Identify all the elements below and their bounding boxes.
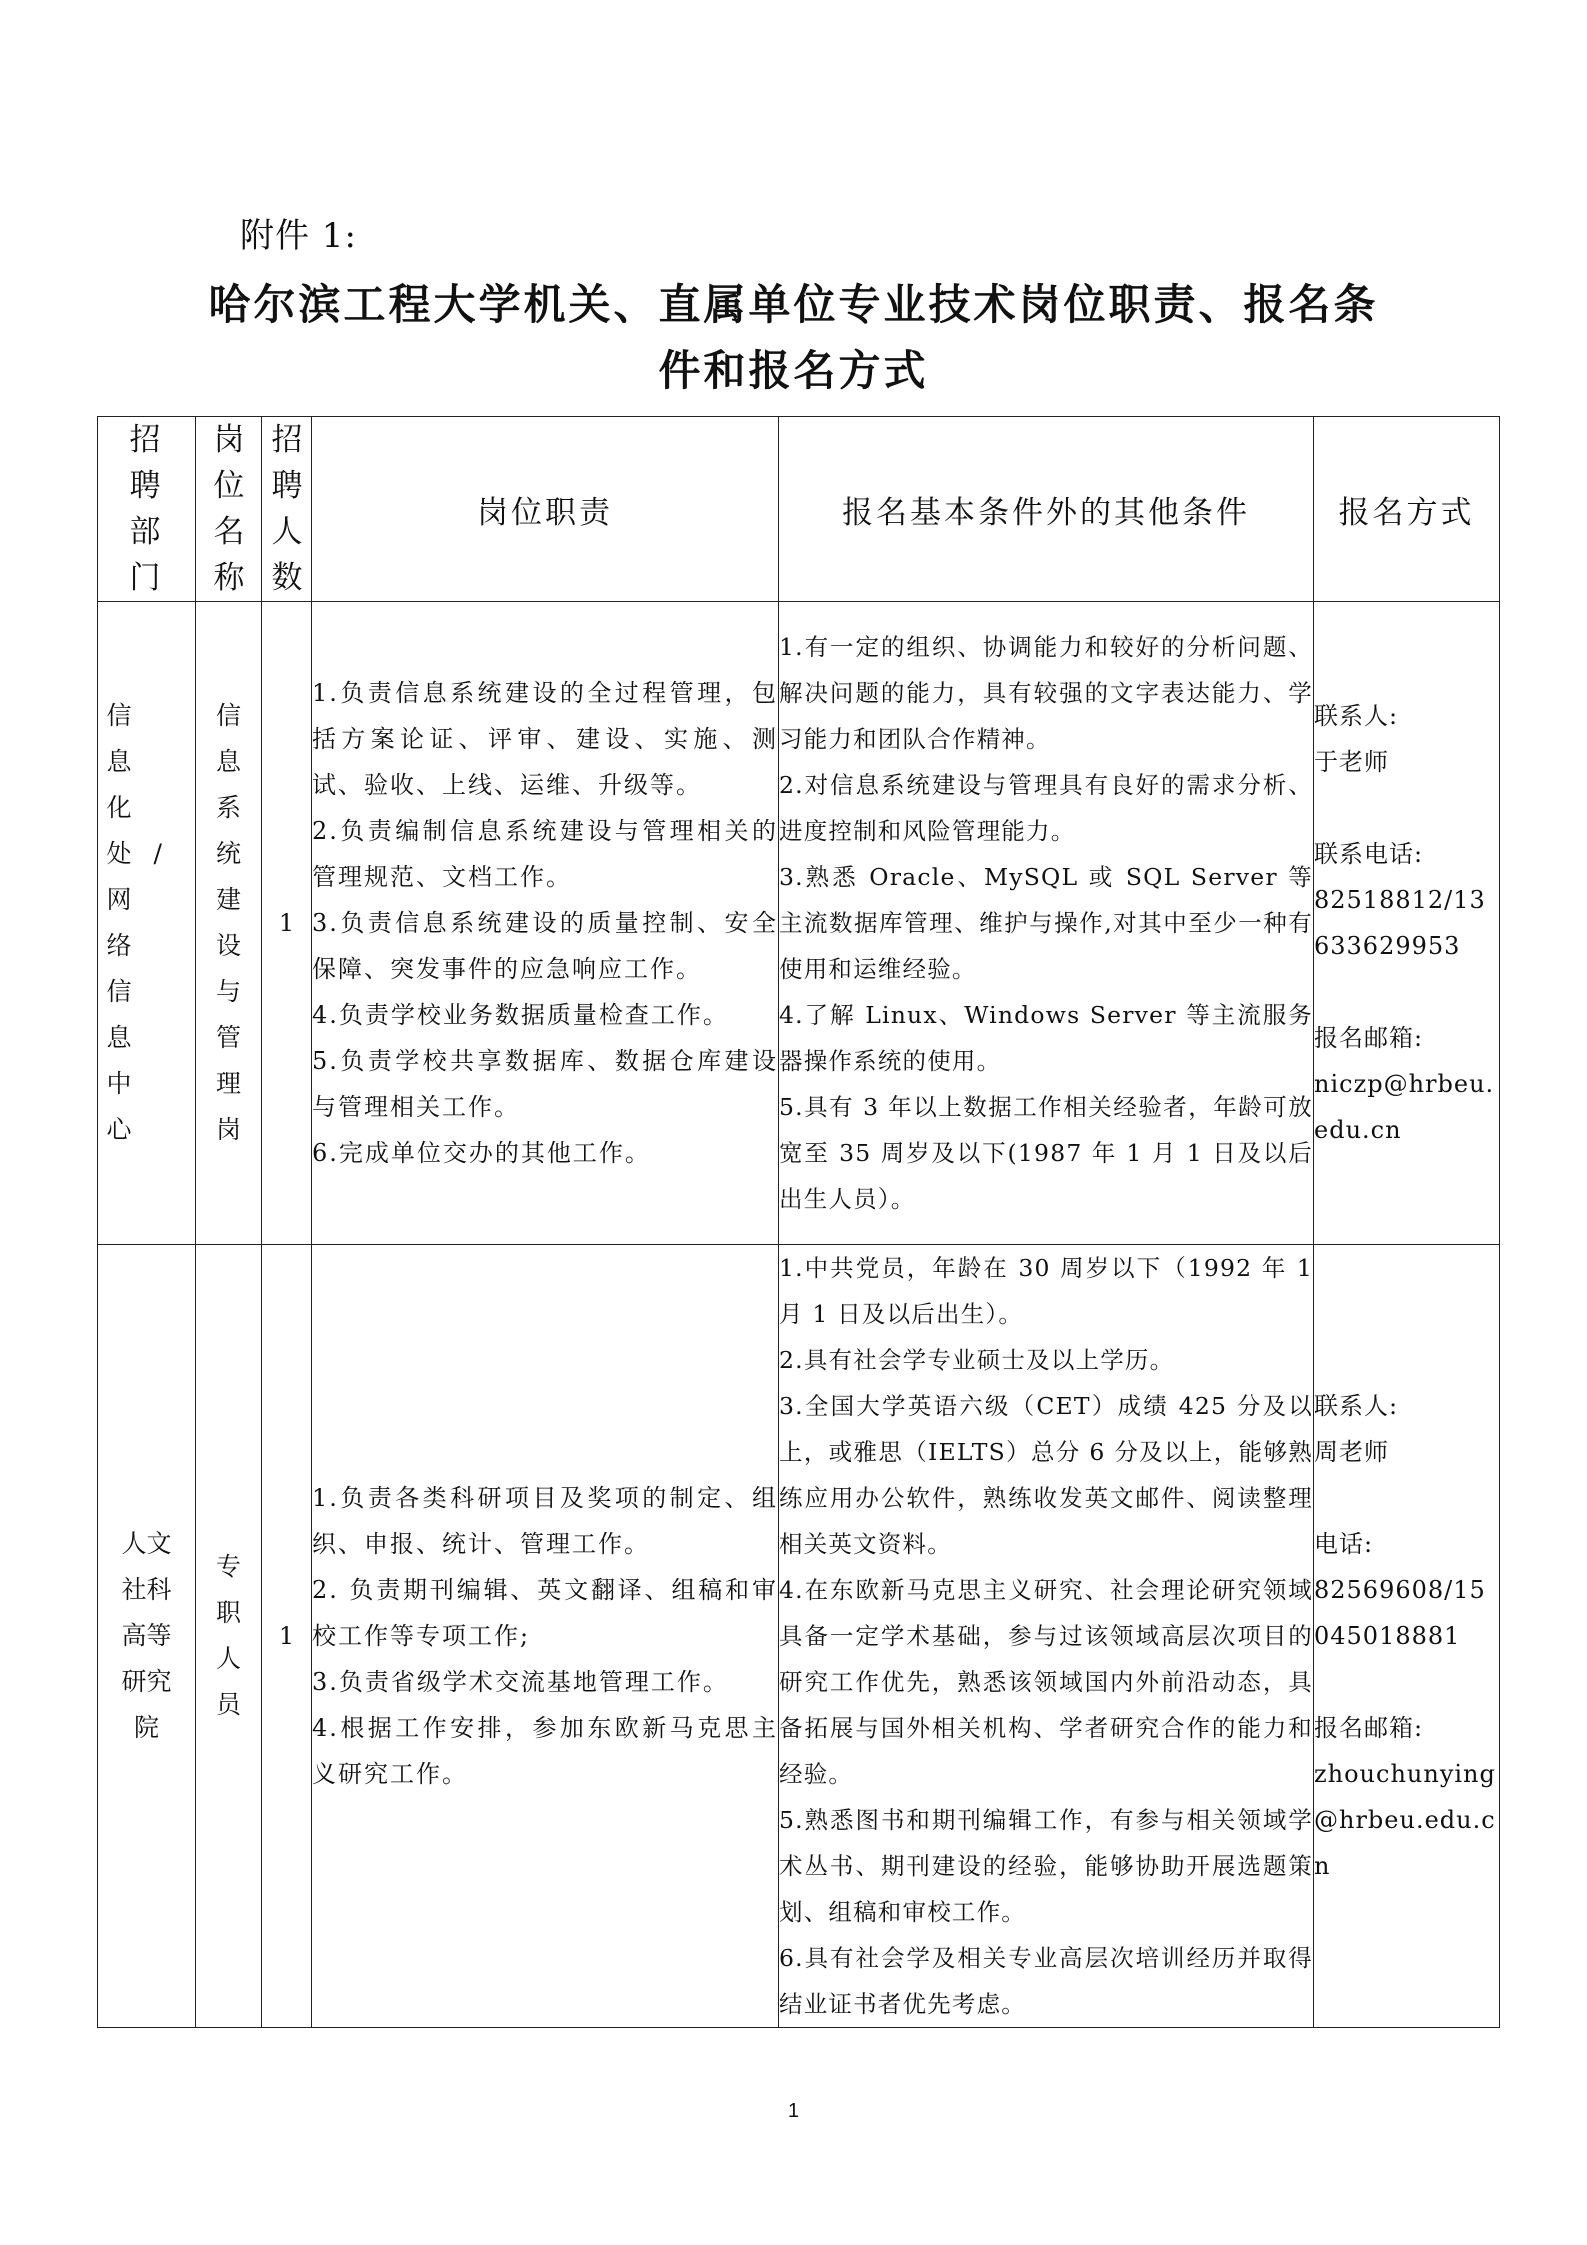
condition-item: 4.了解 Linux、Windows Server 等主流服务器操作系统的使用。: [779, 1001, 1313, 1075]
header-dept: 招聘部门: [98, 417, 196, 602]
email-label: 报名邮箱:: [1314, 1714, 1424, 1742]
email-address[interactable]: niczp@hrbeu.edu.cn: [1314, 1070, 1495, 1144]
condition-item: 3.熟悉 Oracle、MySQL 或 SQL Server 等主流数据库管理、维护与操作,对其中至少一种有使用和运维经验。: [779, 863, 1313, 983]
attachment-label: 附件 1:: [240, 216, 357, 256]
row1-position: 信息系统建设与管理岗: [196, 602, 262, 1245]
duty-item: 3.负责信息系统建设的质量控制、安全保障、突发事件的应急响应工作。: [312, 909, 778, 983]
row1-apply: [1314, 602, 1500, 1245]
contact-name: 周老师: [1314, 1438, 1389, 1466]
duty-item: 1.负责信息系统建设的全过程管理，包括方案论证、评审、建设、实施、测试、验收、上线、运维、升级等。: [312, 679, 778, 799]
email-label: 报名邮箱:: [1314, 1024, 1424, 1052]
table-row: [98, 602, 1500, 1245]
condition-item: 2.对信息系统建设与管理具有良好的需求分析、进度控制和风险管理能力。: [779, 771, 1313, 845]
phone-label: 联系电话:: [1314, 840, 1424, 868]
row2-dept: 人文社科高等研究院: [98, 1245, 196, 2028]
duty-item: 6.完成单位交办的其他工作。: [312, 1139, 651, 1167]
contact-label: 联系人:: [1314, 702, 1399, 730]
contact-name: 于老师: [1314, 748, 1389, 776]
duty-item: 3.负责省级学术交流基地管理工作。: [312, 1668, 729, 1696]
header-row: [98, 417, 1500, 602]
header-conditions: 报名基本条件外的其他条件: [779, 417, 1314, 602]
phone-label: 电话:: [1314, 1530, 1374, 1558]
condition-item: 1.中共党员，年龄在 30 周岁以下（1992 年 1 月 1 日及以后出生）。: [779, 1254, 1313, 1328]
condition-item: 1.有一定的组织、协调能力和较好的分析问题、解决问题的能力，具有较强的文字表达能力、学习能力和团队合作精神。: [779, 633, 1313, 753]
row2-position: 专职人员: [196, 1245, 262, 2028]
header-position: 岗位名称: [196, 417, 262, 602]
email-address[interactable]: zhouchunying@hrbeu.edu.cn: [1314, 1760, 1496, 1880]
row1-count: 1: [262, 602, 312, 1245]
duty-item: 2. 负责期刊编辑、英文翻译、组稿和审校工作等专项工作;: [312, 1576, 778, 1650]
header-apply: 报名方式: [1314, 417, 1500, 602]
duty-item: 5.负责学校共享数据库、数据仓库建设与管理相关工作。: [312, 1047, 778, 1121]
duty-item: 4.负责学校业务数据质量检查工作。: [312, 1001, 729, 1029]
header-count: 招聘人数: [262, 417, 312, 602]
row2-count: 1: [262, 1245, 312, 2028]
row1-conditions: [779, 602, 1314, 1245]
page-number: 1: [787, 2100, 800, 2122]
condition-item: 2.具有社会学专业硕士及以上学历。: [779, 1346, 1175, 1374]
row2-apply: [1314, 1245, 1500, 2028]
document-title-line1: 哈尔滨工程大学机关、直属单位专业技术岗位职责、报名条: [208, 280, 1379, 329]
row1-duties: [312, 602, 779, 1245]
condition-item: 3.全国大学英语六级（CET）成绩 425 分及以上，或雅思（IELTS）总分 6 分及以上，能够熟练应用办公软件，熟练收发英文邮件、阅读整理相关英文资料。: [779, 1392, 1313, 1558]
condition-item: 5.具有 3 年以上数据工作相关经验者，年龄可放宽至 35 周岁及以下(1987 年 1 月 1 日及以后出生人员）。: [779, 1093, 1313, 1213]
duty-item: 1.负责各类科研项目及奖项的制定、组织、申报、统计、管理工作。: [312, 1484, 778, 1558]
row1-dept: 信息化处/网络信息中心: [98, 602, 196, 1245]
phone-number: 82569608/15045018881: [1314, 1576, 1486, 1650]
contact-label: 联系人:: [1314, 1392, 1399, 1420]
table-row: [98, 1245, 1500, 2028]
header-duties: 岗位职责: [312, 417, 779, 602]
phone-number: 82518812/13633629953: [1314, 886, 1486, 960]
document-title-line2: 件和报名方式: [658, 346, 929, 395]
duty-item: 2.负责编制信息系统建设与管理相关的管理规范、文档工作。: [312, 817, 778, 891]
recruitment-table: [97, 416, 1500, 2028]
row2-conditions: [779, 1245, 1314, 2028]
condition-item: 6.具有社会学及相关专业高层次培训经历并取得结业证书者优先考虑。: [779, 1944, 1313, 2018]
condition-item: 5.熟悉图书和期刊编辑工作，有参与相关领域学术丛书、期刊建设的经验，能够协助开展选题策划、组稿和审校工作。: [779, 1806, 1313, 1926]
row2-duties: [312, 1245, 779, 2028]
condition-item: 4.在东欧新马克思主义研究、社会理论研究领域具备一定学术基础，参与过该领域高层次项目的研究工作优先，熟悉该领域国内外前沿动态，具备拓展与国外相关机构、学者研究合作的能力和经验。: [779, 1576, 1313, 1788]
duty-item: 4.根据工作安排，参加东欧新马克思主义研究工作。: [312, 1714, 778, 1788]
